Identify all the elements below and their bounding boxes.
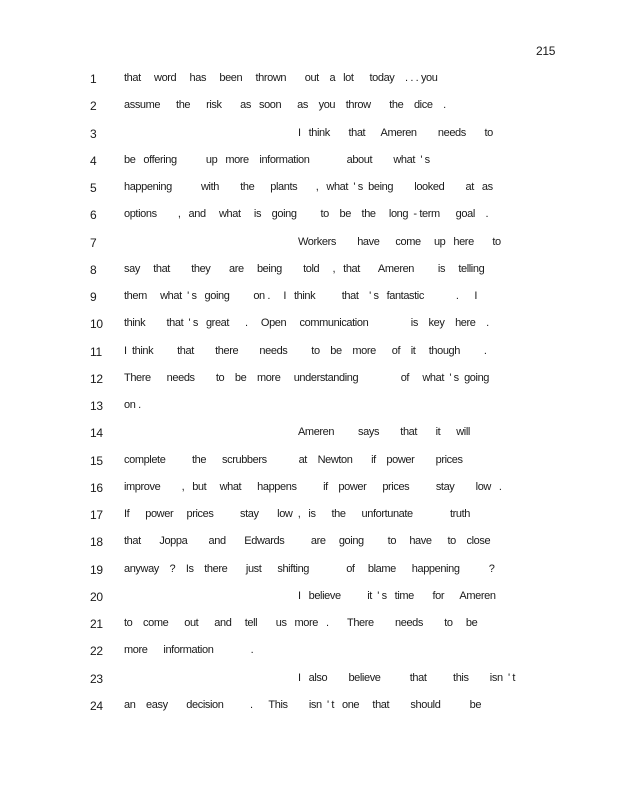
line-number: 1 — [90, 72, 97, 86]
line-text: complete the scrubbers at Newton if power prices — [124, 453, 463, 466]
line-text: I think that there needs to be more of it though . — [124, 344, 487, 357]
line-text: an easy decision . This isn ' t one that should be — [124, 698, 482, 711]
transcript-line — [0, 563, 618, 581]
line-number: 20 — [90, 589, 103, 604]
line-number: 16 — [90, 480, 103, 495]
line-text: I also believe that this isn ' t — [298, 671, 515, 684]
transcript-line — [0, 290, 618, 308]
line-text: I think that Ameren needs to — [298, 126, 493, 139]
transcript-line — [0, 263, 618, 281]
transcript-line — [0, 617, 618, 635]
transcript-line — [0, 372, 618, 390]
line-number: 15 — [90, 453, 103, 468]
line-text: There needs to be more understanding of what ' s going — [124, 371, 489, 384]
line-text: If power prices stay low , is the unfortunate truth — [124, 508, 470, 520]
transcript-line — [0, 535, 618, 553]
line-number: 4 — [90, 153, 97, 168]
line-number: 2 — [90, 99, 97, 114]
line-number: 13 — [90, 399, 103, 413]
line-text: I believe it ' s time for Ameren — [298, 589, 496, 602]
transcript-line — [0, 72, 618, 90]
line-text: Workers have come up here to — [298, 235, 501, 248]
line-number: 11 — [90, 344, 102, 359]
line-text: that word has been thrown out a lot today . . . you — [124, 72, 438, 84]
transcript-line — [0, 181, 618, 199]
line-number: 21 — [90, 617, 103, 631]
line-number: 8 — [90, 262, 97, 277]
line-number: 24 — [90, 698, 103, 713]
line-text: to come out and tell us more . There needs to be — [124, 617, 478, 629]
line-number: 22 — [90, 644, 103, 659]
line-number: 12 — [90, 371, 103, 386]
line-number: 7 — [90, 235, 97, 250]
transcript-line — [0, 644, 618, 662]
line-text: say that they are being told , that Ameren is telling — [124, 262, 485, 275]
line-text: think that ' s great . Open communication is key here . — [124, 317, 489, 330]
line-text: anyway ? Is there just shifting of blame happening ? — [124, 562, 495, 575]
transcript-line — [0, 154, 618, 172]
line-number: 19 — [90, 562, 103, 577]
line-text: more information . — [124, 644, 254, 657]
line-number: 3 — [90, 126, 97, 141]
transcript-line — [0, 208, 618, 226]
line-text: happening with the plants , what ' s being looked at as — [124, 181, 493, 193]
line-text: Ameren says that it will — [298, 426, 470, 439]
transcript-line — [0, 426, 618, 444]
line-number: 17 — [90, 508, 103, 522]
transcript-line — [0, 99, 618, 117]
transcript-line — [0, 236, 618, 254]
line-text: that Joppa and Edwards are going to have to close — [124, 535, 491, 548]
line-text: options , and what is going to be the long - term goal . — [124, 208, 489, 221]
transcript-line — [0, 672, 618, 690]
transcript-line — [0, 590, 618, 608]
transcript-line — [0, 699, 618, 717]
line-number: 14 — [90, 426, 103, 441]
transcript-line — [0, 481, 618, 499]
transcript-line — [0, 454, 618, 472]
line-number: 9 — [90, 290, 97, 304]
line-number: 10 — [90, 317, 103, 332]
transcript-line — [0, 317, 618, 335]
transcript-line — [0, 345, 618, 363]
line-number: 23 — [90, 671, 103, 686]
line-text: on . — [124, 399, 141, 411]
line-text: them what ' s going on . I think that ' s fantastic . I — [124, 290, 478, 302]
transcript-line — [0, 508, 618, 526]
line-text: improve , but what happens if power prices stay low . — [124, 480, 502, 493]
line-number: 5 — [90, 181, 97, 195]
line-number: 18 — [90, 535, 103, 550]
line-number: 6 — [90, 208, 97, 223]
line-text: assume the risk as soon as you throw the dice . — [124, 99, 446, 112]
line-text: be offering up more information about what ' s — [124, 153, 430, 166]
transcript-line — [0, 127, 618, 145]
transcript-line — [0, 399, 618, 417]
page-number: 215 — [536, 44, 556, 58]
